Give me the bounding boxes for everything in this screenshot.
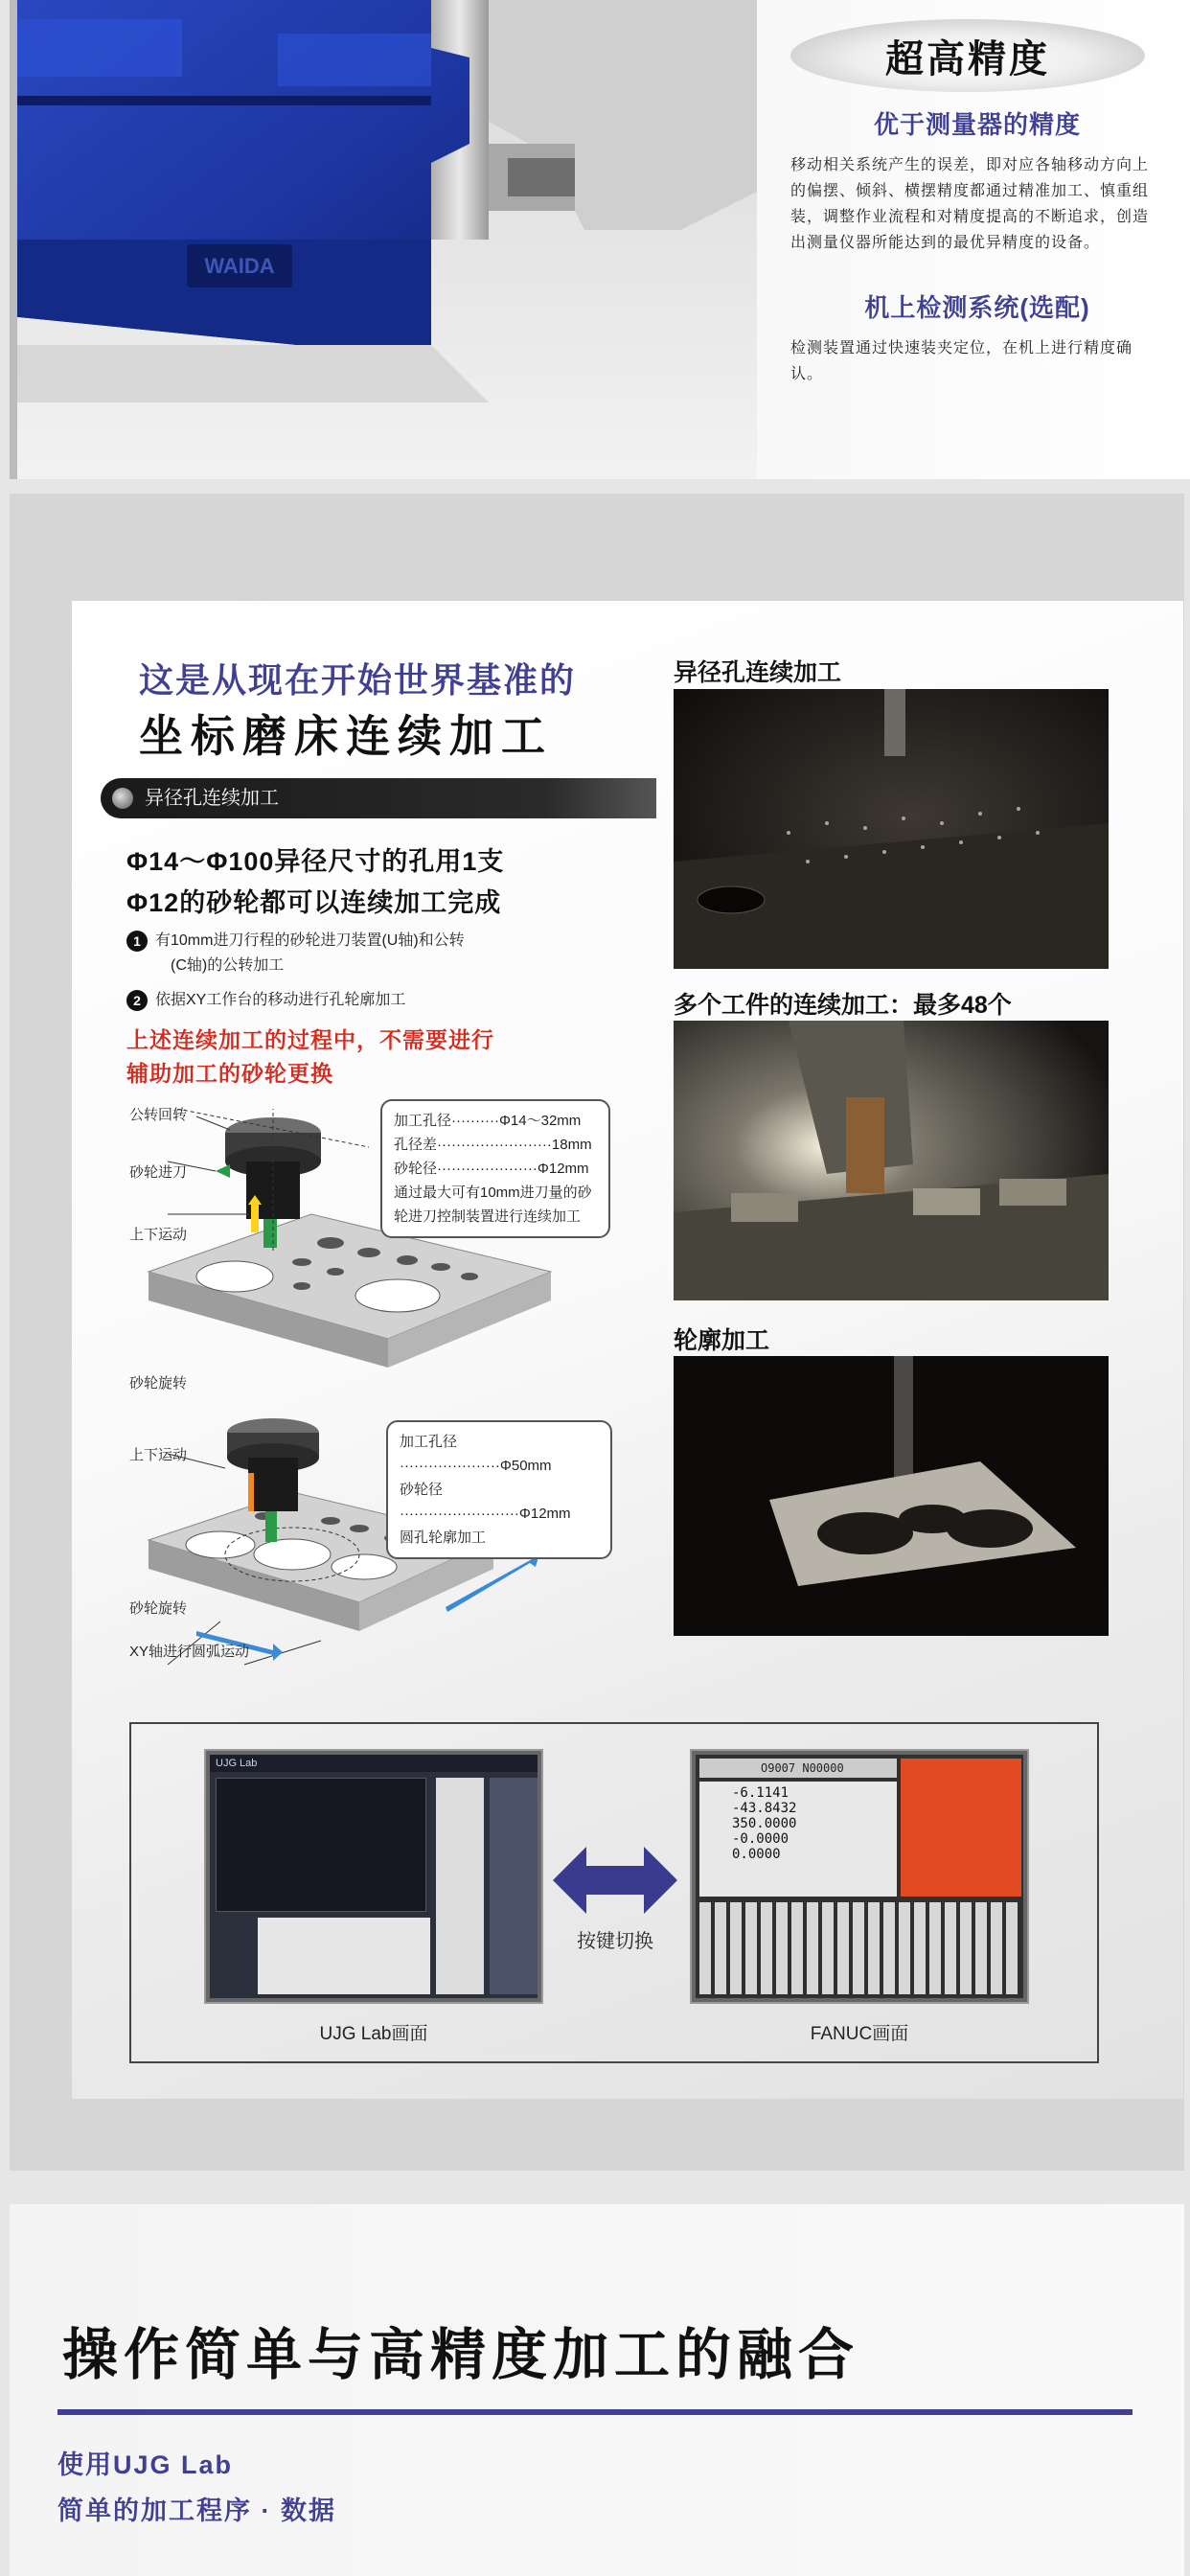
number-badge: 2	[126, 990, 148, 1011]
fanuc-position-readout	[699, 1782, 897, 1897]
callout-spec-2	[386, 1420, 612, 1559]
label-wheel-feed: 砂轮进刀	[129, 1164, 188, 1181]
callout-line: 通过最大可有10mm进刀量的砂	[394, 1184, 592, 1201]
callout-line: 加工孔径·····················Φ50mm	[400, 1434, 552, 1474]
fanuc-value: 0.0000	[732, 1847, 781, 1862]
feature-item-1	[126, 929, 465, 978]
feature-item-1-line2: (C轴)的公转加工	[171, 957, 285, 974]
onmachine-heading: 机上检测系统(选配)	[864, 293, 1090, 322]
continuous-machining-panel	[72, 601, 1183, 2099]
feature-item-1-line1: 有10mm进刀行程的砂轮进刀装置(U轴)和公转	[155, 932, 465, 949]
fanuc-caption: FANUC画面	[810, 2024, 909, 2044]
operation-section	[10, 2204, 1184, 2576]
callout-line: 圆孔轮廓加工	[400, 1530, 487, 1546]
ujg-lab-data-table	[258, 1918, 430, 1994]
fanuc-value: 350.0000	[732, 1816, 797, 1831]
machine-illustration	[10, 0, 757, 479]
machine-badge: WAIDA	[204, 254, 275, 278]
fanuc-value: -43.8432	[732, 1801, 797, 1816]
precision-heading: 优于测量器的精度	[873, 110, 1081, 139]
callout-line: 砂轮径·························Φ12mm	[400, 1482, 571, 1522]
screen-switch-panel	[129, 1722, 1099, 2063]
callout-line: 砂轮径·····················Φ12mm	[394, 1161, 589, 1177]
label-wheel-rotate: 砂轮旋转	[129, 1375, 188, 1392]
fanuc-header: O9007 N00000	[699, 1759, 897, 1778]
label-xy-arc: XY轴进行圆弧运动	[129, 1644, 250, 1660]
label-wheel-rotate: 砂轮旋转	[129, 1600, 188, 1617]
ujg-lab-side-panel	[490, 1778, 538, 1994]
precision-section	[10, 0, 1190, 479]
ujg-lab-caption: UJG Lab画面	[319, 2024, 428, 2044]
feature-item-2-text: 依据XY工作台的移动进行孔轮廓加工	[155, 992, 406, 1008]
onmachine-paragraph: 检测装置通过快速装夹定位，在机上进行精度确认。	[790, 340, 1133, 382]
switch-label: 按键切换	[577, 1931, 653, 1952]
title-divider	[57, 2409, 1133, 2415]
ujg-lab-button-column	[436, 1778, 484, 1994]
number-badge: 1	[126, 931, 148, 952]
feature-item-2	[126, 988, 405, 1013]
callout-line: 轮进刀控制装置进行连续加工	[394, 1208, 582, 1225]
operation-subtitle-2: 简单的加工程序 · 数据	[57, 2496, 336, 2525]
fanuc-value: -0.0000	[732, 1831, 790, 1847]
photo-variable-hole	[674, 689, 1109, 969]
super-precision-title: 超高精度	[790, 19, 1145, 92]
bullet-icon	[112, 788, 133, 809]
photo-contour	[674, 1356, 1109, 1636]
feature-line1: Φ14～Φ100异径尺寸的孔用1支	[126, 847, 505, 876]
switch-arrow-icon	[553, 1847, 677, 1914]
continuous-machining-section	[10, 494, 1184, 2171]
photo-multi-workpiece	[674, 1021, 1109, 1300]
photo-title-3: 轮廓加工	[674, 1327, 770, 1354]
photo-title-2: 多个工件的连续加工：最多48个	[674, 992, 1012, 1019]
highlight-line1: 上述连续加工的过程中，不需要进行	[126, 1027, 494, 1052]
callout-spec-1	[380, 1099, 610, 1238]
section-title-line1: 这是从现在开始世界基准的	[139, 660, 577, 700]
ujg-lab-graph-area	[216, 1778, 426, 1912]
ujg-lab-window-title: UJG Lab	[210, 1755, 538, 1772]
label-up-down: 上下运动	[129, 1447, 188, 1463]
callout-line: 加工孔径··········Φ14～32mm	[394, 1113, 582, 1129]
photo-title-1: 异径孔连续加工	[674, 659, 842, 686]
label-revolve: 公转回转	[129, 1107, 188, 1123]
feature-banner	[101, 778, 656, 818]
operation-title: 操作简单与高精度加工的融合	[62, 2324, 860, 2386]
highlight-line2: 辅助加工的砂轮更换	[126, 1061, 333, 1086]
feature-line2: Φ12的砂轮都可以连续加工完成	[126, 888, 502, 917]
feature-banner-label: 异径孔连续加工	[145, 788, 279, 809]
callout-line: 孔径差························18mm	[394, 1137, 592, 1153]
section-title-line2: 坐标磨床连续加工	[139, 711, 553, 761]
ujg-lab-screen	[206, 1751, 541, 2002]
fanuc-keypad[interactable]	[699, 1902, 1021, 1994]
operation-subtitle-1: 使用UJG Lab	[57, 2450, 234, 2479]
label-up-down: 上下运动	[129, 1227, 188, 1243]
precision-paragraph: 移动相关系统产生的误差，即对应各轴移动方向上的偏摆、倾斜、横摆精度都通过精准加工、慎重组装，调整作业流程和对精度提高的不断追求，创造出测量仪器所能达到的最优异精度的设备。	[790, 157, 1150, 251]
precision-text	[790, 19, 1164, 387]
fanuc-value: -6.1141	[732, 1785, 790, 1801]
fanuc-side-panel	[901, 1759, 1021, 1897]
fanuc-screen	[692, 1751, 1027, 2002]
